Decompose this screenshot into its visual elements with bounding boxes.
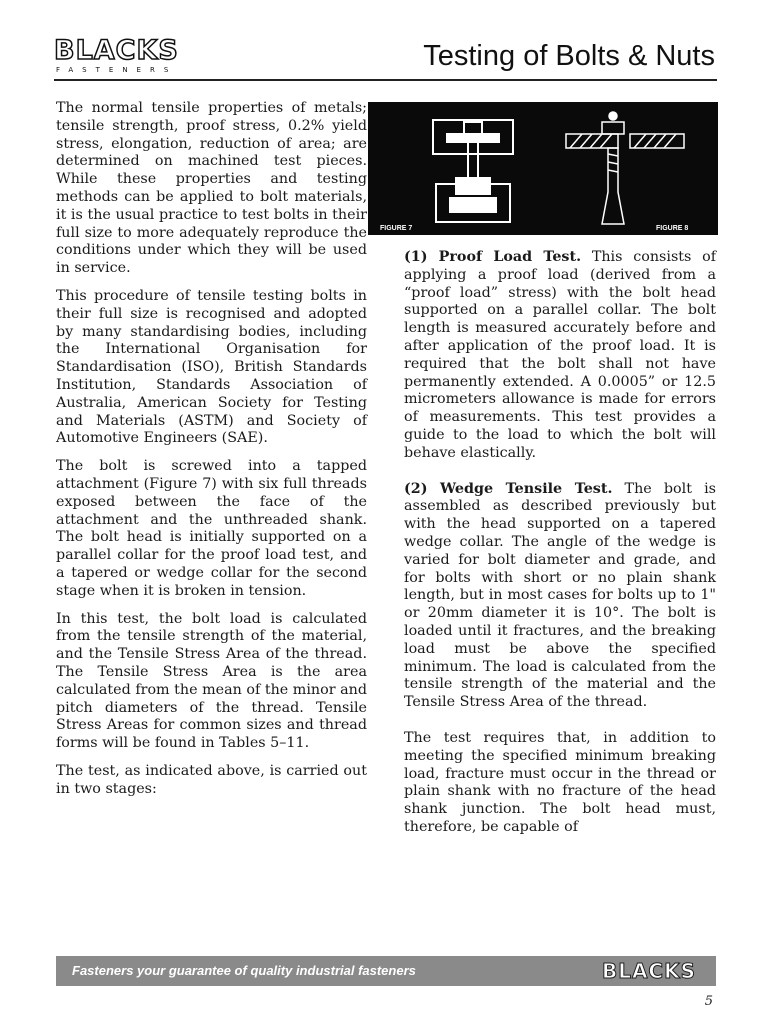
footer-tagline: Fasteners your guarantee of quality industrial fasteners [72,963,416,978]
section-wedge-tensile-test [404,481,716,712]
wedge-tensile-heading: (2) Wedge Tensile Test. [404,480,613,497]
blacks-fasteners-logo [54,35,214,78]
figure-7-drawing [433,120,513,222]
footer-bar [56,956,716,986]
proof-load-heading: (1) Proof Load Test. [404,249,582,265]
wedge-tensile-text: The bolt is assembled as described previously but with the head supported on a tapered wedge collar. The angle of the wedge is varied for bolt diameter and grade, and for bolts with short or no plain shank length, but in most cases for bolts up to 1" or 20mm diameter it is 10°. The bolt is loaded until it fractures, and the breaking load must be above the specified minimum. The load is calculated from the tensile strength of the material and the Tensile Stress Area of the thread. [404,480,716,711]
figure-panel [368,102,718,235]
logo-subtitle: FASTENERS [56,66,178,74]
bolt-test-figures [368,102,718,235]
figure-7-label: FIGURE 7 [380,225,413,232]
proof-load-text: This consists of applying a proof load (derived from a “proof load” stress) with the bolt head supported on a parallel collar. The bolt length is measured accurately before and after application of the proof load. It is required that the bolt shall not have permanently extended. A 0.0005” or 12.5 micrometers allowance is made for errors of measurements. This test provides a guide to the load to which the bolt will behave elastically. [404,249,716,461]
logo-wordmark: BLACKS [54,35,179,66]
footer-logo: BLACKS [601,959,696,983]
paragraph-fracture-requirement: The test requires that, in addition to meeting the specified minimum breaking load, fracture must occur in the thread or plain shank with no fracture of the head shank junction. The bolt head must, therefore, be capable of [404,729,716,835]
left-column [56,100,367,808]
figure-8-label: FIGURE 8 [656,225,689,232]
page-number: 5 [704,994,713,1009]
figure-8-drawing [566,112,684,224]
right-column [404,249,716,847]
paragraph-tensile-stress-area: In this test, the bolt load is calculated from the tensile strength of the material, and the Tensile Stress Area of the thread. The Tensile Stress Area is the area calculated from the mean of the minor and pitch diameters of the thread. Tensile Stress Areas for common sizes and thread forms will be found in Tables 5–11. [56,610,368,752]
paragraph-attachment: The bolt is screwed into a tapped attachment (Figure 7) with six full threads exposed between the face of the attachment and the unthreaded shank. The bolt head is initially supported on a parallel collar for the proof load test, and a tapered or wedge collar for the second stage when it is broken in tension. [56,458,367,599]
paragraph-standards: This procedure of tensile testing bolts in their full size is recognised and adopted by many standardising bodies, including the International Organisation for Standardisation (ISO), British Standards Institution, Standards Association of Australia, American Society for Testing and Materials (ASTM) and Society of Automotive Engineers (SAE). [56,287,367,447]
paragraph-intro: The normal tensile properties of metals; tensile strength, proof stress, 0.2% yield stress, elongation, reduction of area; are determined on machined test pieces. While these properties and testing methods can be applied to bolt materials, it is the usual practice to test bolts in their full size to more adequately reproduce the conditions under which they will be used in service. [56,100,367,277]
page-title: Testing of Bolts & Nuts [423,40,715,72]
section-proof-load-test [404,249,716,463]
header-rule [54,79,717,81]
paragraph-two-stages: The test, as indicated above, is carried out in two stages: [56,762,367,797]
